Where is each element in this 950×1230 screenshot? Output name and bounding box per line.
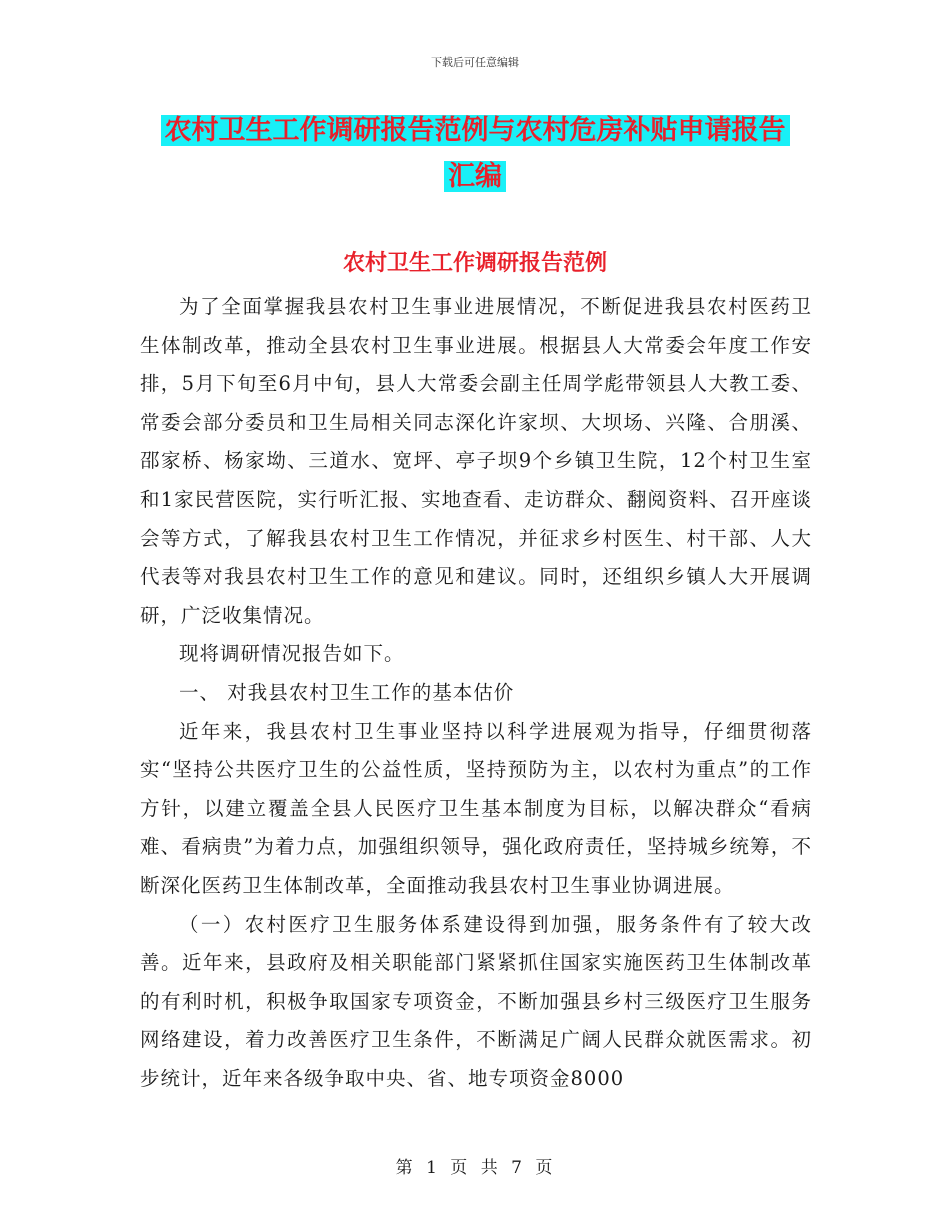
paragraph-overview: 近年来，我县农村卫生事业坚持以科学进展观为指导，仔细贯彻落实“坚持公共医疗卫生的公益性质，坚持预防为主，以农村为重点”的工作方针，以建立覆盖全县人民医疗卫生基本制度为目标，以解决群众“看病难、看病贵”为着力点，加强组织领导，强化政府责任，坚持城乡统筹，不断深化医药卫生体制改革，全面推动我县农村卫生事业协调进展。	[140, 719, 812, 897]
page-header: 下载后可任意编辑	[431, 56, 519, 69]
section-heading-1: 一、 对我县农村卫生工作的基本估价	[179, 680, 515, 704]
page-footer: 第 1 页 共 7 页	[395, 1158, 555, 1178]
document-title-line-1: 农村卫生工作调研报告范例与农村危房补贴申请报告	[161, 115, 790, 146]
section-title: 农村卫生工作调研报告范例	[342, 251, 607, 276]
paragraph-subsection-1: （一）农村医疗卫生服务体系建设得到加强，服务条件有了较大改善。近年来，县政府及相关职能部门紧紧抓住国家实施医药卫生体制改革的有利时机，积极争取国家专项资金，不断加强县乡村三级医疗卫生服务网络建设，着力改善医疗卫生条件，不断满足广阔人民群众就医需求。初步统计，近年来各级争取中央、省、地专项资金8000	[140, 912, 812, 1090]
document-body	[140, 288, 812, 1098]
paragraph-report-lead: 现将调研情况报告如下。	[179, 642, 405, 666]
document-title	[150, 108, 800, 200]
document-title-line-2: 汇编	[444, 161, 506, 192]
paragraph-intro: 为了全面掌握我县农村卫生事业进展情况，不断促进我县农村医药卫生体制改革，推动全县农村卫生事业进展。根据县人大常委会年度工作安排，5月下旬至6月中旬，县人大常委会副主任周学彪带领县人大教工委、常委会部分委员和卫生局相关同志深化许家坝、大坝场、兴隆、合朋溪、邵家桥、杨家坳、三道水、宽坪、亭子坝9个乡镇卫生院，12个村卫生室和1家民营医院，实行听汇报、实地查看、走访群众、翻阅资料、召开座谈会等方式，了解我县农村卫生工作情况，并征求乡村医生、村干部、人大代表等对我县农村卫生工作的意见和建议。同时，还组织乡镇人大开展调研，广泛收集情况。	[140, 295, 812, 627]
